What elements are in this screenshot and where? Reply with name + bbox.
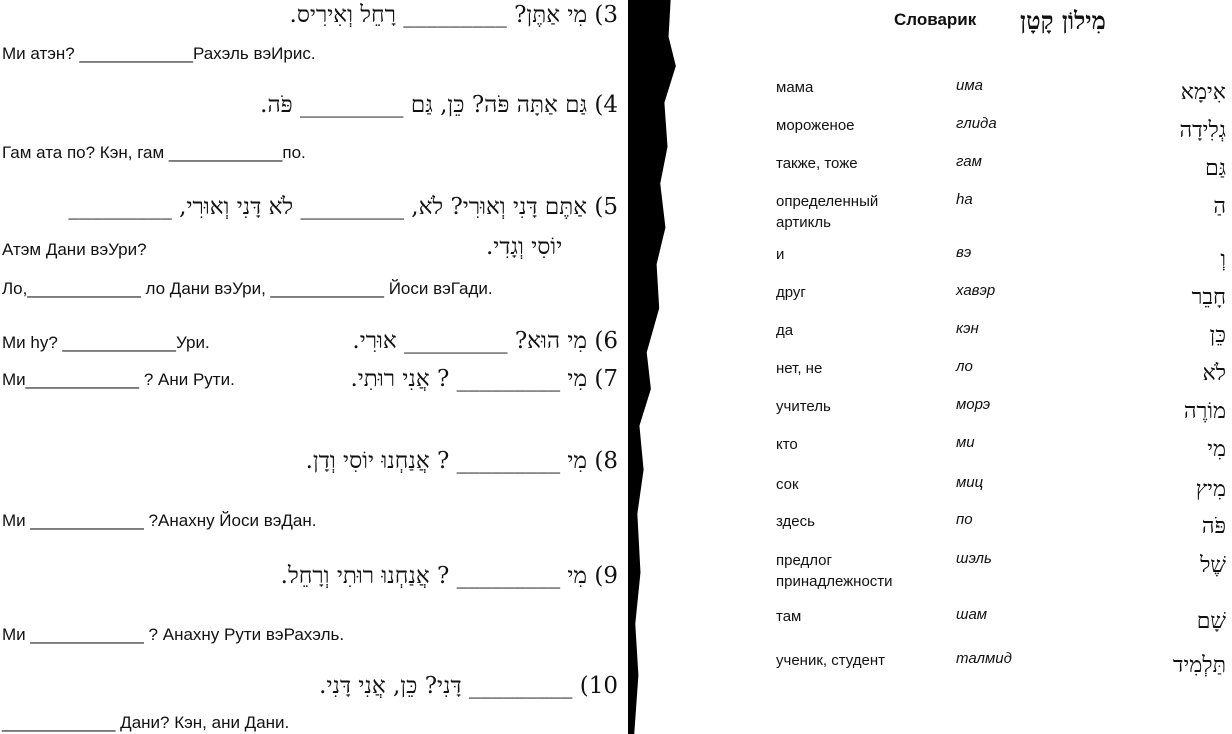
dictionary-russian: друг [776,284,806,301]
dictionary-transliteration: вэ [956,244,972,261]
exercise-9-russian: Ми ____________ ? Анахну Рути вэРахэль. [2,625,345,644]
dictionary-russian: там [776,608,802,625]
dictionary-hebrew: כֵּן [1209,323,1226,348]
exercise-4-russian: Гам ата по? Кэн, гам ____________по. [2,143,306,162]
dictionary-hebrew: שָׁם [1196,609,1226,634]
dictionary-transliteration: миц [956,474,984,491]
dictionary-hebrew: אִימָא [1180,80,1226,105]
dictionary-hebrew: מוֹרֶה [1183,399,1226,424]
exercise-7-russian: Ми____________ ? Ани Рути. [2,370,235,389]
dictionary-russian: ученик, студент [776,652,886,669]
dictionary-transliteration: ми [956,434,975,451]
dictionary-title-hebrew: מִילוֹן קָטָן [1020,6,1106,35]
exercise-5-hebrew-continued: יוֹסִי וְגָדִי. [486,234,563,260]
dictionary-russian: да [776,322,794,339]
exercise-10-russian: ____________ Дани? Кэн, ани Дани. [2,713,290,732]
dictionary-russian: и [776,246,785,263]
exercise-4-hebrew: 4) גַּם אַתָּה פֹּה? כֵּן, גַּם _________ פֹּה. [260,92,618,118]
dictionary-russian: предлог принадлежности [776,552,893,590]
dictionary-transliteration: глида [956,115,997,132]
exercise-3-hebrew: 3) מִי אַתֶּן? _________ רָחֵל וְאִירִיס. [289,2,618,28]
dictionary-hebrew: וְ [1220,247,1226,272]
dictionary-transliteration: морэ [956,396,991,413]
dictionary-russian: учитель [776,398,831,415]
exercise-9-hebrew: 9) מִי _________ ? אֲנַחְנוּ רוּתִי וְרָחֵל. [280,563,618,589]
dictionary-transliteration: шэль [956,550,992,567]
dictionary-hebrew: שֶׁל [1200,553,1226,578]
torn-page-edge [628,0,680,734]
dictionary-transliteration: ha [956,191,973,208]
dictionary-russian: мама [776,79,814,96]
dictionary-hebrew: פֹּה [1201,514,1226,539]
dictionary-transliteration: талмид [956,650,1012,667]
exercise-5-russian-continued: Ло,____________ ло Дани вэУри, ____________ Йоси вэГади. [2,279,493,298]
dictionary-transliteration: гам [956,153,982,170]
dictionary-hebrew: מִי [1207,437,1226,462]
exercise-8-hebrew: 8) מִי _________ ? אֲנַחְנוּ יוֹסִי וְדָן. [305,448,618,474]
dictionary-hebrew: הַ [1213,194,1226,219]
exercise-5-russian: Атэм Дани вэУри? [2,240,147,259]
exercise-8-russian: Ми ____________ ?Анахну Йоси вэДан. [2,511,317,530]
dictionary-transliteration: по [956,511,973,528]
dictionary-transliteration: ло [956,358,973,375]
dictionary-hebrew: לֹא [1202,361,1226,386]
dictionary-transliteration: хавэр [956,282,996,299]
dictionary-hebrew: גְלִידָה [1179,118,1226,143]
dictionary-russian: сок [776,476,799,493]
exercise-3-russian: Ми атэн? ____________Рахэль вэИрис. [2,44,316,63]
dictionary-hebrew: חָבֵר [1191,285,1226,310]
exercise-10-hebrew: 10) _________ דָּנִי? כֵּן, אֲנִי דָּנִי. [319,673,618,699]
dictionary-russian: определенный артикль [776,193,879,231]
exercise-6-russian: Ми hу? ____________Ури. [2,333,210,352]
dictionary-russian: мороженое [776,117,855,134]
dictionary-hebrew: מִיץ [1195,477,1226,502]
dictionary-hebrew: תַּלְמִיד [1172,653,1226,678]
dictionary-transliteration: шам [956,606,988,623]
exercise-6-hebrew: 6) מִי הוּא? _________ אוּרִי. [352,328,618,354]
exercise-5-hebrew: 5) אַתֶּם דָּנִי וְאוּרִי? לֹא, _________ לֹא דָּנִי וְאוּרִי, _________ [68,194,618,220]
dictionary-column [680,0,1232,734]
dictionary-hebrew: גַּם [1205,156,1226,181]
dictionary-russian: также, тоже [776,155,858,172]
dictionary-transliteration: има [956,77,983,94]
dictionary-russian: нет, не [776,360,823,377]
dictionary-russian: здесь [776,513,815,530]
exercise-7-hebrew: 7) מִי _________ ? אֲנִי רוּתִי. [350,366,618,392]
dictionary-russian: кто [776,436,798,453]
dictionary-title-russian: Словарик [894,10,977,29]
dictionary-transliteration: кэн [956,320,979,337]
